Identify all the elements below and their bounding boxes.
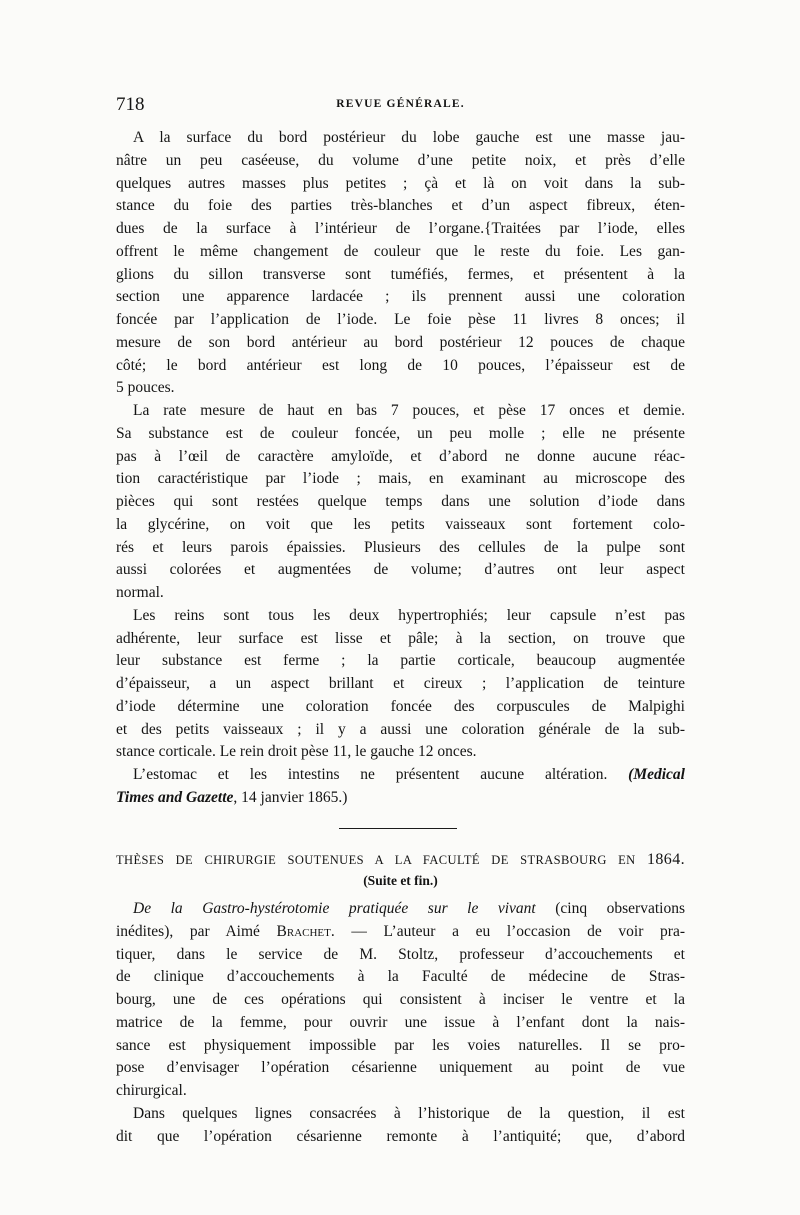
text-line: dit que l’opération césarienne remonte à l’antiquité; que, d’abord [116, 1127, 685, 1145]
text-line: pose d’envisager l’opération césarienne uniquement au point de vue [116, 1059, 685, 1077]
citation-date: , 14 janvier 1865.) [233, 788, 348, 806]
text-line: dues de la surface à l’intérieur de l’organe.{Traitées par l’iode, elles [116, 220, 685, 237]
author-name: Brachet [276, 922, 331, 940]
text-line: pièces qui sont restées quelque temps dans une solution d’iode dans [116, 493, 685, 510]
text-line: stance corticale. Le rein droit pèse 11, le gauche 12 onces. [116, 743, 477, 761]
text-line: Sa substance est de couleur foncée, un peu molle ; elle ne présente [116, 424, 685, 442]
running-head: REVUE GÉNÉRALE. [336, 98, 465, 110]
text-line: aussi colorées et augmentées de volume; d’autres ont leur aspect [116, 561, 685, 579]
text-line: 5 pouces. [116, 379, 175, 397]
text-line: Les reins sont tous les deux hypertrophiés; leur capsule n’est pas [133, 606, 685, 624]
text-line [116, 921, 685, 944]
citation-line [116, 787, 685, 810]
text-line: A la surface du bord postérieur du lobe gauche est une masse jau- [133, 129, 685, 146]
text-line: pas à l’œil de caractère amyloïde, et d’abord ne donne aucune réac- [116, 447, 685, 465]
text-line: glions du sillon transverse sont tuméfiés, fermes, et présentent à la [116, 265, 685, 283]
text-line: leur substance est ferme ; la partie corticale, beaucoup augmentée [116, 652, 685, 670]
section-title-text: THÈSES DE CHIRURGIE SOUTENUES A LA FACULTÉ DE STRASBOURG EN [116, 853, 636, 867]
section-divider [339, 828, 457, 829]
text-segment: inédites), par Aimé [116, 922, 277, 940]
text-line: d’épaisseur, a un aspect brillant et cireux ; l’application de teinture [116, 675, 685, 692]
text-line: tion caractéristique par l’iode ; mais, en examinant au microscope des [116, 470, 685, 488]
text-segment: . — L’auteur a eu l’occasion de voir pra- [330, 922, 685, 940]
text-line: nâtre un peu caséeuse, du volume d’une petite noix, et près d’elle [116, 151, 685, 169]
text-line: tiquer, dans le service de M. Stoltz, professeur d’accouchements et [116, 945, 685, 963]
citation-source: (Medical [628, 766, 685, 783]
text-line: adhérente, leur surface est lisse et pâle; à la section, on trouve que [116, 629, 685, 647]
text-segment: L’estomac et les intestins ne présentent aucune altération. [133, 766, 608, 783]
citation-line [116, 764, 685, 787]
text-line: Dans quelques lignes consacrées à l’historique de la question, il est [133, 1104, 685, 1122]
text-line: mesure de son bord antérieur au bord postérieur 12 pouces de chaque [116, 333, 685, 351]
section-title-year: 1864. [647, 851, 685, 868]
text-line: normal. [116, 584, 164, 601]
page-number: 718 [116, 94, 145, 115]
page-header [116, 94, 685, 120]
text-line: sance est physiquement impossible par les voies naturelles. Il se pro- [116, 1036, 685, 1054]
text-line: bourg, une de ces opérations qui consistent à inciser le ventre et la [116, 991, 685, 1008]
text-line: La rate mesure de haut en bas 7 pouces, et pèse 17 onces et demie. [133, 402, 685, 419]
text-line: offrent le même changement de couleur que le reste du foie. Les gan- [116, 242, 685, 260]
article-body-bottom [116, 898, 685, 1148]
text-line [116, 898, 685, 921]
text-line: d’iode détermine une coloration foncée des corpuscules de Malpighi [116, 697, 685, 715]
text-segment: (cinq observations [535, 900, 685, 917]
article-body-top [116, 127, 685, 810]
text-line: la glycérine, on voit que les petits vaisseaux sont fortement colo- [116, 515, 685, 533]
text-line: quelques autres masses plus petites ; çà et là on voit dans la sub- [116, 174, 685, 192]
text-line: stance du foie des parties très-blanches et d’un aspect fibreux, éten- [116, 197, 685, 215]
text-line: côté; le bord antérieur est long de 10 pouces, l’épaisseur est de [116, 356, 685, 374]
text-line: de clinique d’accouchements à la Faculté de médecine de Stras- [116, 968, 685, 986]
citation-source: Times and Gazette [116, 788, 234, 806]
text-line: foncée par l’application de l’iode. Le foie pèse 11 livres 8 onces; il [116, 311, 685, 328]
text-line: section une apparence lardacée ; ils prennent aussi une coloration [116, 288, 685, 306]
thesis-title: De la Gastro-hystérotomie pratiquée sur le vivant [133, 900, 536, 917]
text-line: rés et leurs parois épaissies. Plusieurs des cellules de la pulpe sont [116, 538, 685, 556]
section-title [116, 851, 685, 869]
section-subtitle: (Suite et fin.) [363, 873, 438, 888]
text-line: et des petits vaisseaux ; il y a aussi une coloration générale de la sub- [116, 720, 685, 738]
text-line: chirurgical. [116, 1082, 187, 1099]
text-line: matrice de la femme, pour ouvrir une issue à l’enfant dont la nais- [116, 1013, 685, 1031]
